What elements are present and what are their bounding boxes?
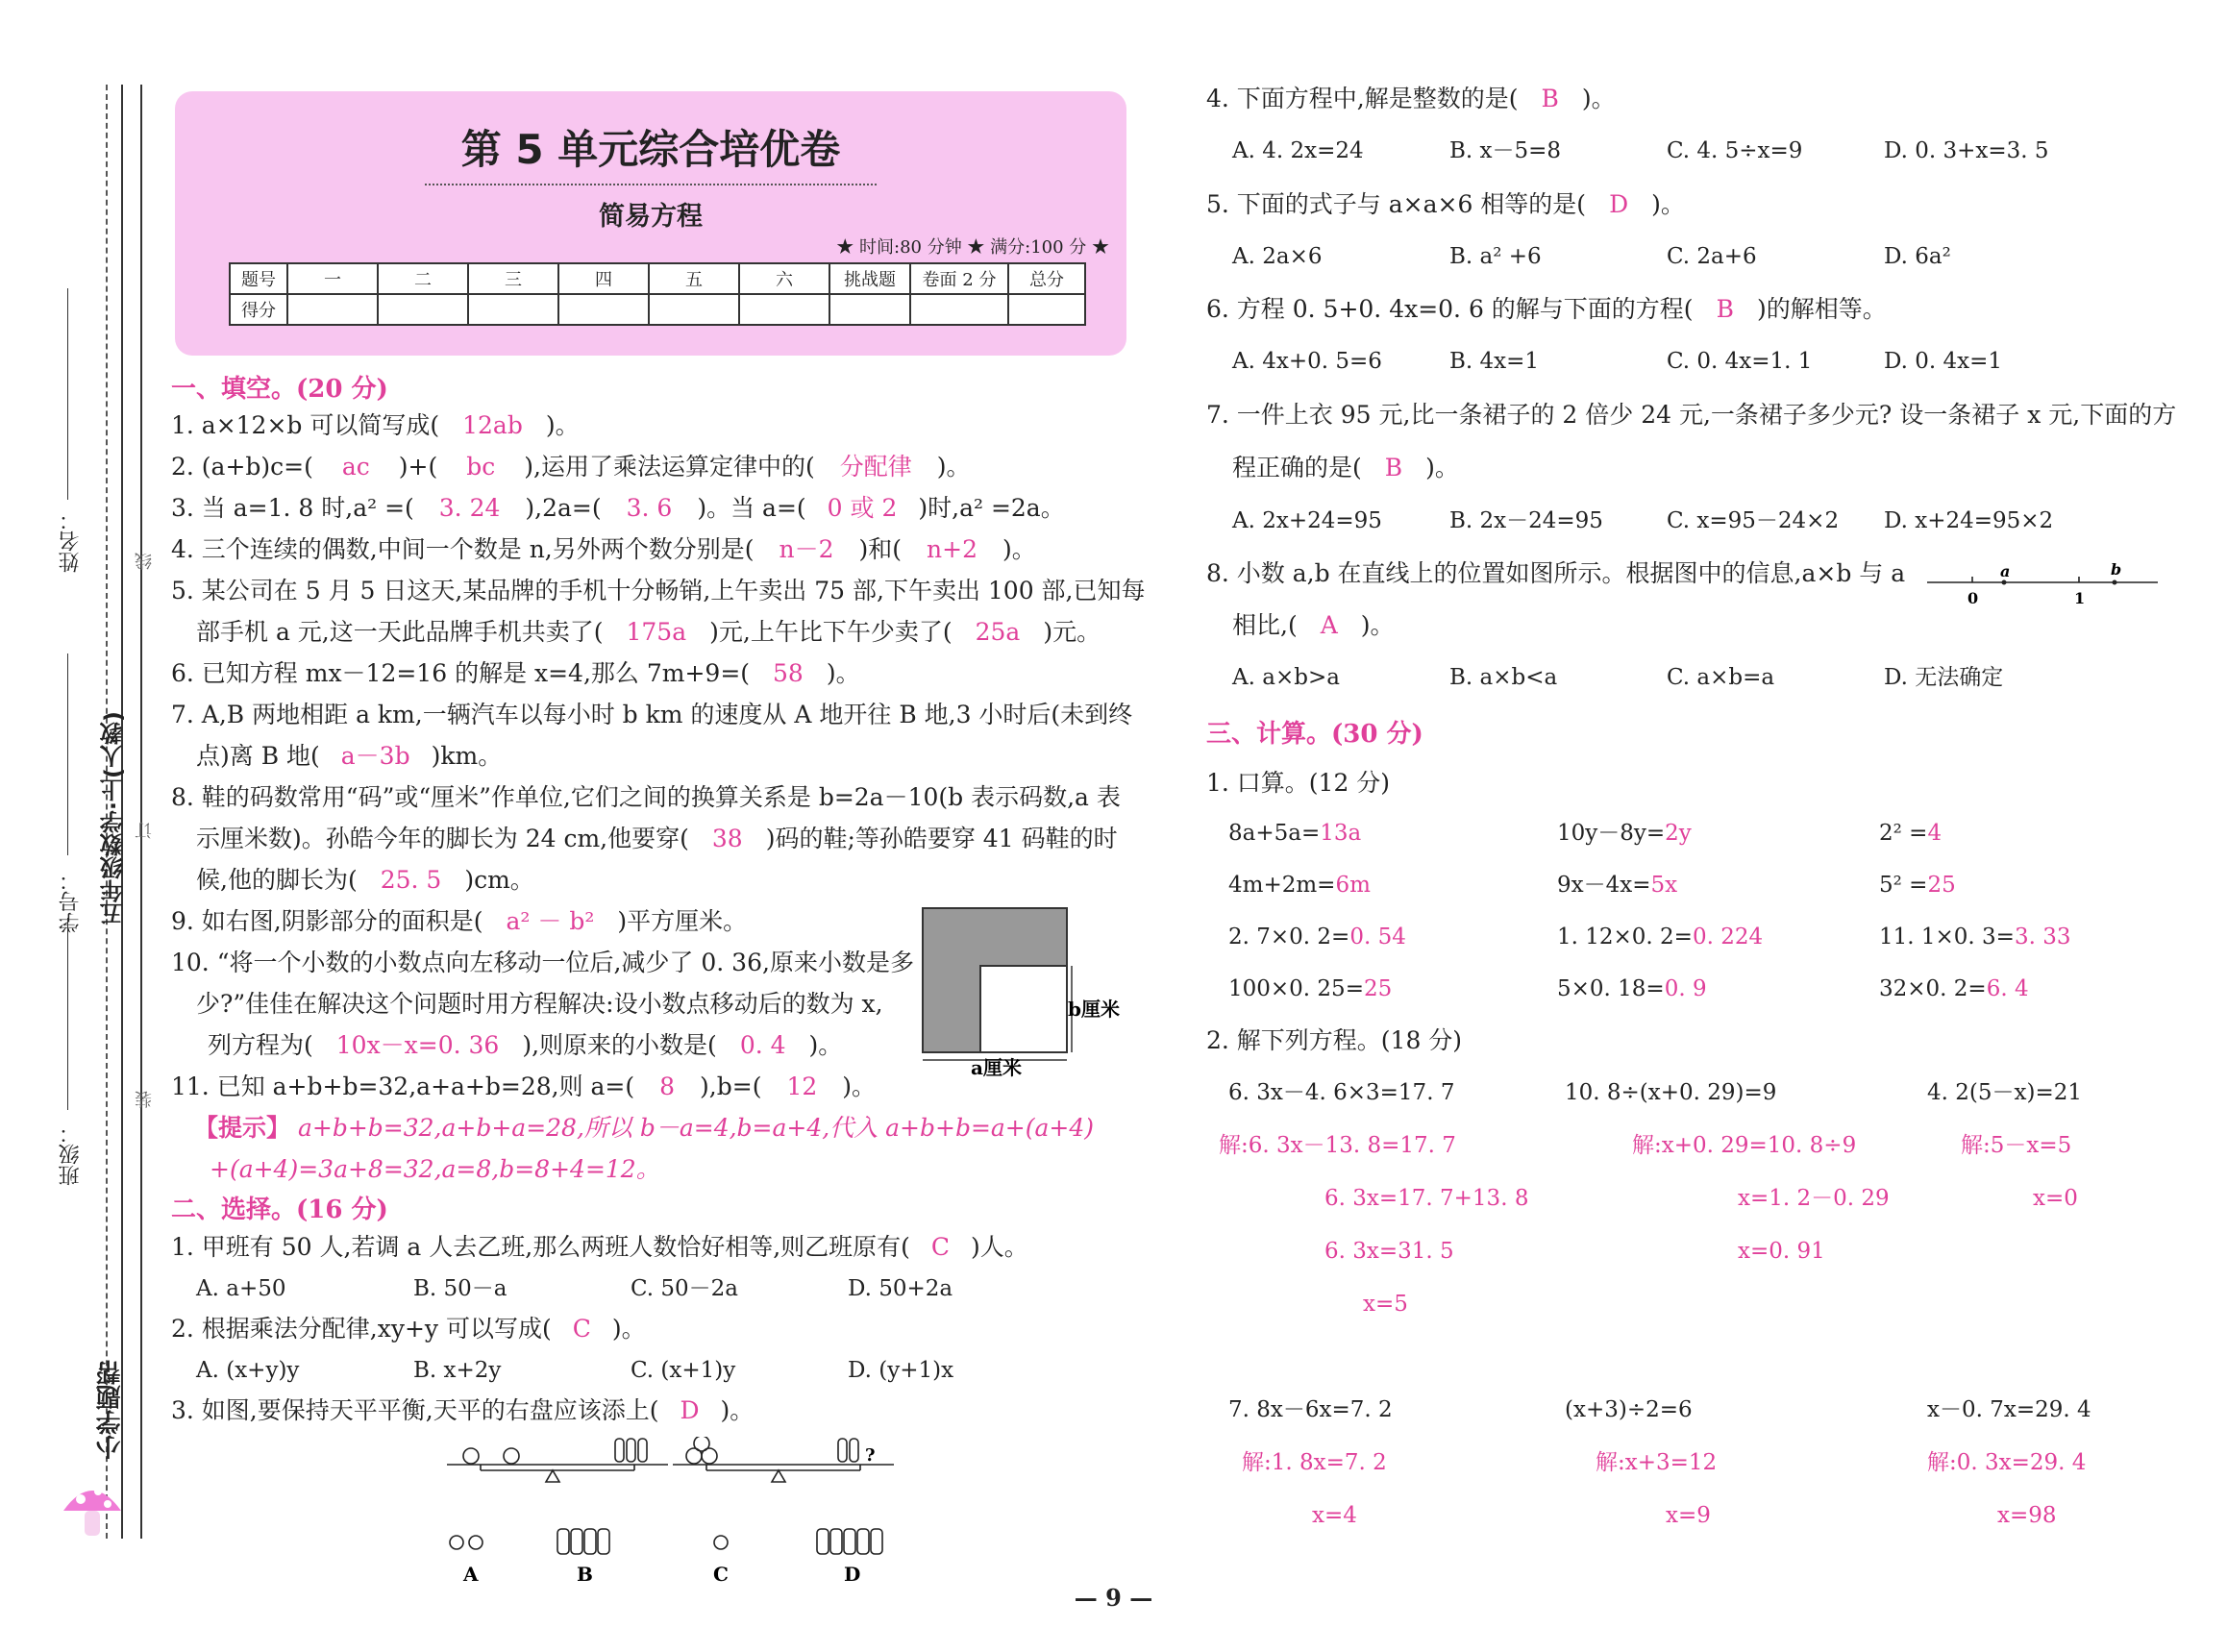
option-label: D — [844, 1563, 861, 1586]
text-fragment: 4m+2m= — [1228, 873, 1336, 898]
axis-label: 1 — [2074, 589, 2086, 607]
text-fragment: )。 — [936, 453, 971, 481]
mc-option: A. 4. 2x=24 — [1232, 138, 1364, 163]
mc-option: D. 50+2a — [848, 1276, 953, 1301]
score-cell: 挑战题 — [829, 263, 910, 294]
axis-label: b — [2111, 560, 2122, 579]
text-fragment: 4. 三个连续的偶数,中间一个数是 n,另外两个数分别是( — [171, 535, 755, 563]
page-title: 第 5 单元综合培优卷 — [460, 126, 841, 173]
text-fragment: 6m — [1335, 873, 1371, 898]
score-table — [229, 262, 1086, 326]
score-cell: 总分 — [1008, 263, 1085, 294]
answer: B — [1716, 295, 1734, 323]
text-fragment: 1. 12×0. 2= — [1557, 925, 1693, 949]
answer: 0. 4 — [739, 1031, 786, 1059]
mc-option: D. 0. 4x=1 — [1884, 349, 2003, 374]
answer: 8 — [659, 1073, 676, 1100]
mc-question-7-line2 — [1232, 452, 1459, 484]
question-10-line3 — [208, 1029, 842, 1062]
exam-meta: ★ 时间:80 分钟 ★ 满分:100 分 ★ — [836, 237, 1109, 258]
answer: D — [680, 1396, 700, 1424]
oral-item — [1879, 819, 1942, 848]
option-label: C — [713, 1563, 729, 1586]
text-fragment: 列方程为( — [208, 1031, 313, 1059]
question-mark: ? — [865, 1445, 876, 1466]
section-heading: 三、计算。(30 分) — [1206, 720, 1423, 749]
text-fragment: )的解相等。 — [1756, 295, 1887, 323]
oral-item — [1228, 871, 1371, 900]
answer: 58 — [773, 659, 804, 687]
text-fragment: 3. 如图,要保持天平平衡,天平的右盘应该添上( — [171, 1396, 659, 1424]
mc-option: A. a+50 — [196, 1276, 286, 1301]
text-fragment: )。 — [720, 1396, 755, 1424]
balance-scale-figure — [442, 1437, 923, 1590]
oral-item — [1228, 974, 1392, 1003]
text-fragment: ),2a=( — [525, 494, 602, 522]
question-5-line2 — [196, 616, 1101, 649]
mc-option: C. 4. 5÷x=9 — [1667, 138, 1803, 163]
text-fragment: )元,上午比下午少卖了( — [709, 618, 953, 646]
answer: n－2 — [779, 535, 834, 563]
solution-step: 解:0. 3x=29. 4 — [1927, 1450, 2087, 1475]
solution-step: 解:x+3=12 — [1596, 1450, 1718, 1475]
text-fragment: )。 — [1360, 611, 1395, 639]
number-line-figure — [1922, 555, 2163, 613]
mc-option: A. (x+y)y — [196, 1358, 300, 1383]
solution-step: 6. 3x=31. 5 — [1324, 1239, 1454, 1264]
mc-option: B. x+2y — [413, 1358, 502, 1383]
question-3 — [171, 492, 1065, 525]
text-fragment: 11. 已知 a+b+b=32,a+a+b=28,则 a=( — [171, 1073, 635, 1100]
mc-option: C. (x+1)y — [631, 1358, 736, 1383]
oral-item — [1228, 819, 1361, 848]
a-cm-label: a厘米 — [971, 1056, 1022, 1079]
answer: 12 — [786, 1073, 818, 1100]
mushroom-logo-icon — [54, 1470, 131, 1547]
mc-option: C. 0. 4x=1. 1 — [1667, 349, 1813, 374]
mc-option: B. 4x=1 — [1449, 349, 1540, 374]
class-blank — [67, 918, 68, 1110]
solution-step: x=4 — [1312, 1503, 1357, 1528]
text-fragment: 2. 7×0. 2= — [1228, 925, 1350, 949]
text-fragment: 9x－4x= — [1557, 873, 1651, 898]
mc-option: C. a×b=a — [1667, 665, 1775, 690]
text-fragment: )时,a² =2a。 — [918, 494, 1065, 522]
text-fragment: 32×0. 2= — [1879, 976, 1987, 1001]
cut-mark-2: 订 — [135, 822, 155, 839]
score-input-cell[interactable] — [378, 294, 468, 325]
answer: 25. 5 — [380, 866, 442, 894]
text-fragment: 程正确的是( — [1232, 454, 1362, 481]
binding-line-solid-2 — [140, 85, 142, 1539]
mc-option: A. a×b>a — [1232, 665, 1340, 690]
equation: x－0. 7x=29. 4 — [1927, 1397, 2091, 1422]
text-fragment: 3. 33 — [2014, 925, 2071, 949]
text-fragment: 9. 如右图,阴影部分的面积是( — [171, 907, 483, 935]
text-fragment: 2² = — [1879, 821, 1928, 846]
mc-question-8-line1: 8. 小数 a,b 在直线上的位置如图所示。根据图中的信息,a×b 与 a — [1206, 559, 1906, 587]
text-fragment: )。当 a=( — [697, 494, 806, 522]
mc-option: C. 2a+6 — [1667, 244, 1757, 269]
text-fragment: )。 — [611, 1315, 646, 1343]
text-fragment: 点)离 B 地( — [196, 742, 320, 770]
text-fragment: )cm。 — [464, 866, 534, 894]
score-input-cell[interactable] — [739, 294, 829, 325]
mc-option: D. (y+1)x — [848, 1358, 954, 1383]
hint-line1 — [194, 1112, 1094, 1145]
answer: C — [930, 1233, 951, 1261]
score-input-cell[interactable] — [829, 294, 910, 325]
score-cell: 四 — [558, 263, 649, 294]
text-fragment: 相比,( — [1232, 611, 1298, 639]
title-rule — [425, 184, 877, 185]
question-7-line2 — [196, 740, 502, 773]
answer: 175a — [626, 618, 687, 646]
score-input-cell[interactable] — [649, 294, 739, 325]
text-fragment: 5² = — [1879, 873, 1928, 898]
mc-option: B. x－5=8 — [1449, 138, 1562, 163]
text-fragment: 5. 下面的式子与 a×a×6 相等的是( — [1206, 190, 1587, 218]
b-cm-label: b厘米 — [1068, 998, 1120, 1021]
score-cell: 五 — [649, 263, 739, 294]
text-fragment: 5×0. 18= — [1557, 976, 1665, 1001]
text-fragment: a+b+b=32,a+b+a=28,所以 b－a=4,b=a+4,代入 a+b+b=a+(a+4) — [297, 1114, 1095, 1142]
section-heading: 二、选择。(16 分) — [171, 1196, 388, 1224]
oral-calc-title: 1. 口算。(12 分) — [1206, 769, 1391, 797]
text-fragment: 1. a×12×b 可以简写成( — [171, 411, 440, 439]
text-fragment: 0. 9 — [1664, 976, 1707, 1001]
page-subtitle: 简易方程 — [599, 202, 703, 232]
mc-option: B. a² +6 — [1449, 244, 1542, 269]
section-heading: 一、填空。(20 分) — [171, 375, 388, 404]
oral-item — [1557, 819, 1692, 848]
mc-question-3 — [171, 1394, 754, 1427]
mc-option: D. 6a² — [1884, 244, 1951, 269]
mc-option: D. 0. 3+x=3. 5 — [1884, 138, 2049, 163]
text-fragment: 部手机 a 元,这一天此品牌手机共卖了( — [196, 618, 604, 646]
text-fragment: 4. 下面方程中,解是整数的是( — [1206, 85, 1519, 112]
solution-step: x=1. 2－0. 29 — [1738, 1186, 1890, 1211]
question-8-line1: 8. 鞋的码数常用“码”或“厘米”作单位,它们之间的换算关系是 b=2a－10(b 表示码数,a 表 — [171, 783, 1121, 811]
page-number: — 9 — — [1074, 1584, 1153, 1612]
axis-label: a — [2000, 562, 2011, 580]
question-8-line3 — [196, 864, 534, 897]
mc-option: C. x=95－24×2 — [1667, 508, 1840, 533]
text-fragment: )。 — [545, 411, 580, 439]
brand-label: 小学题帮 — [96, 1360, 125, 1460]
student-id-blank — [67, 653, 68, 855]
text-fragment: )。 — [808, 1031, 843, 1059]
text-fragment: 6. 已知方程 mx－12=16 的解是 x=4,那么 7m+9=( — [171, 659, 751, 687]
solution-step: x=98 — [1997, 1503, 2057, 1528]
option-label: B — [577, 1563, 593, 1586]
solution-step: x=5 — [1363, 1292, 1408, 1317]
score-cell: 二 — [378, 263, 468, 294]
mc-question-5 — [1206, 188, 1685, 221]
text-fragment: ),运用了乘法运算定律中的( — [524, 453, 815, 481]
text-fragment: 2. (a+b)c=( — [171, 453, 313, 481]
header-box — [175, 91, 1126, 356]
axis-label: 0 — [1967, 589, 1979, 607]
text-fragment: )。 — [842, 1073, 877, 1100]
oral-item — [1879, 871, 1956, 900]
text-fragment: )。 — [1651, 190, 1685, 218]
mc-question-7-line1: 7. 一件上衣 95 元,比一条裙子的 2 倍少 24 元,一条裙子多少元? 设一条裙子 x 元,下面的方 — [1206, 401, 2177, 429]
book-label: 五年级数学·上(人教) — [100, 711, 127, 926]
mc-option: A. 2x+24=95 — [1232, 508, 1382, 533]
answer: 3. 24 — [438, 494, 501, 522]
text-fragment: 11. 1×0. 3= — [1879, 925, 2015, 949]
text-fragment: 100×0. 25= — [1228, 976, 1364, 1001]
solution-step: x=0. 91 — [1738, 1239, 1825, 1264]
question-2 — [171, 451, 971, 483]
cut-mark-1: 线 — [135, 553, 155, 570]
score-table-score-row — [230, 294, 1085, 325]
mc-question-8-line2 — [1232, 609, 1395, 642]
question-6 — [171, 657, 860, 690]
answer: 0 或 2 — [827, 494, 898, 522]
oral-item — [1557, 923, 1763, 951]
score-cell: 一 — [287, 263, 378, 294]
text-fragment: )和( — [858, 535, 903, 563]
question-7-line1: 7. A,B 两地相距 a km,一辆汽车以每小时 b km 的速度从 A 地开往 B 地,3 小时后(未到终 — [171, 701, 1133, 728]
text-fragment: 候,他的脚长为( — [196, 866, 358, 894]
answer: ac — [341, 453, 370, 481]
question-5-line1: 5. 某公司在 5 月 5 日这天,某品牌的手机十分畅销,上午卖出 75 部,下午卖出 100 部,已知每 — [171, 577, 1146, 604]
question-11 — [171, 1071, 876, 1103]
solution-step: 解:6. 3x－13. 8=17. 7 — [1219, 1133, 1456, 1158]
answer: a² － b² — [506, 907, 595, 935]
mc-option: B. 50－a — [413, 1276, 507, 1301]
class-label: 班级： — [59, 1122, 83, 1186]
mc-option: B. 2x－24=95 — [1449, 508, 1603, 533]
equation: 6. 3x－4. 6×3=17. 7 — [1228, 1080, 1455, 1105]
question-4 — [171, 533, 1036, 566]
score-input-cell[interactable] — [1008, 294, 1085, 325]
text-fragment: )。 — [1002, 535, 1036, 563]
name-blank — [67, 288, 68, 500]
oral-item — [1557, 871, 1677, 900]
score-table-header-row — [230, 263, 1085, 294]
text-fragment: 8a+5a= — [1228, 821, 1321, 846]
question-1 — [171, 409, 580, 442]
mc-option: D. x+24=95×2 — [1884, 508, 2054, 533]
text-fragment: 示厘米数)。孙皓今年的脚长为 24 cm,他要穿( — [196, 825, 689, 852]
hint-line2: +(a+4)=3a+8=32,a=8,b=8+4=12。 — [210, 1155, 660, 1183]
solution-step: x=9 — [1666, 1503, 1711, 1528]
answer: 分配律 — [839, 453, 912, 481]
text-fragment: 4 — [1927, 821, 1942, 846]
text-fragment: 6. 方程 0. 5+0. 4x=0. 6 的解与下面的方程( — [1206, 295, 1694, 323]
text-fragment: 0. 54 — [1349, 925, 1406, 949]
text-fragment: 25 — [1363, 976, 1393, 1001]
oral-item — [1228, 923, 1406, 951]
mc-question-2 — [171, 1313, 646, 1345]
score-cell: 得分 — [230, 294, 287, 325]
mc-option: A. 2a×6 — [1232, 244, 1323, 269]
hint-label: 【提示】 — [194, 1114, 291, 1142]
text-fragment: )km。 — [431, 742, 503, 770]
equation: 7. 8x－6x=7. 2 — [1228, 1397, 1393, 1422]
solution-step: 6. 3x=17. 7+13. 8 — [1324, 1186, 1529, 1211]
text-fragment: )。 — [826, 659, 860, 687]
score-cell: 卷面 2 分 — [910, 263, 1008, 294]
text-fragment: )+( — [398, 453, 438, 481]
answer: A — [1320, 611, 1338, 639]
answer: n+2 — [927, 535, 977, 563]
solution-step: x=0 — [2033, 1186, 2078, 1211]
equation: (x+3)÷2=6 — [1565, 1397, 1693, 1422]
text-fragment: )元。 — [1043, 618, 1101, 646]
oral-item — [1879, 974, 2029, 1003]
answer: B — [1541, 85, 1559, 112]
solution-step: 解:5－x=5 — [1961, 1133, 2072, 1158]
answer: D — [1609, 190, 1629, 218]
question-8-line2 — [196, 823, 1118, 855]
shaded-square-figure — [918, 903, 1129, 1081]
mc-option: B. a×b<a — [1449, 665, 1558, 690]
answer: 25a — [975, 618, 1021, 646]
score-cell: 三 — [468, 263, 558, 294]
mc-option: A. 4x+0. 5=6 — [1232, 349, 1382, 374]
text-fragment: )。 — [1581, 85, 1616, 112]
text-fragment: 5x — [1650, 873, 1678, 898]
answer: bc — [466, 453, 496, 481]
text-fragment: )。 — [1425, 454, 1459, 481]
solution-step: 解:x+0. 29=10. 8÷9 — [1632, 1133, 1857, 1158]
answer: C — [572, 1315, 591, 1343]
answer: 12ab — [462, 411, 523, 439]
text-fragment: 0. 224 — [1692, 925, 1764, 949]
oral-item — [1879, 923, 2071, 951]
text-fragment: 1. 甲班有 50 人,若调 a 人去乙班,那么两班人数恰好相等,则乙班原有( — [171, 1233, 910, 1261]
question-10-line1: 10. “将一个小数的小数点向左移动一位后,减少了 0. 36,原来小数是多 — [171, 949, 914, 976]
text-fragment: 10y－8y= — [1557, 821, 1666, 846]
question-9 — [171, 905, 747, 938]
text-fragment: )平方厘米。 — [617, 907, 748, 935]
score-input-cell[interactable] — [910, 294, 1008, 325]
question-10-line2: 少?”佳佳在解决这个问题时用方程解决:设小数点移动后的数为 x, — [196, 990, 883, 1018]
mc-option: D. 无法确定 — [1884, 665, 2004, 690]
answer: 10x－x=0. 36 — [335, 1031, 500, 1059]
equation: 10. 8÷(x+0. 29)=9 — [1565, 1080, 1777, 1105]
text-fragment: ),则原来的小数是( — [522, 1031, 717, 1059]
text-fragment: ),b=( — [700, 1073, 762, 1100]
answer: B — [1384, 454, 1403, 481]
score-input-cell[interactable] — [287, 294, 378, 325]
answer: 3. 6 — [626, 494, 673, 522]
text-fragment: 6. 4 — [1986, 976, 2029, 1001]
answer: 38 — [711, 825, 743, 852]
score-cell: 题号 — [230, 263, 287, 294]
score-input-cell[interactable] — [468, 294, 558, 325]
text-fragment: 13a — [1320, 821, 1362, 846]
oral-item — [1557, 974, 1707, 1003]
text-fragment: )码的鞋;等孙皓要穿 41 码鞋的时 — [765, 825, 1118, 852]
cut-mark-3: 装 — [135, 1091, 155, 1108]
text-fragment: 2. 根据乘法分配律,xy+y 可以写成( — [171, 1315, 552, 1343]
solution-step: 解:1. 8x=7. 2 — [1242, 1450, 1387, 1475]
name-label: 姓名： — [59, 509, 83, 573]
small-square — [980, 966, 1067, 1052]
answer: a－3b — [340, 742, 410, 770]
equation-title: 2. 解下列方程。(18 分) — [1206, 1026, 1463, 1054]
text-fragment: 3. 当 a=1. 8 时,a² =( — [171, 494, 414, 522]
mc-question-4 — [1206, 83, 1616, 115]
equation: 4. 2(5－x)=21 — [1927, 1080, 2082, 1105]
score-input-cell[interactable] — [558, 294, 649, 325]
student-id-label: 学号： — [59, 870, 83, 933]
mc-question-1 — [171, 1231, 1028, 1264]
text-fragment: 2y — [1665, 821, 1692, 846]
text-fragment: 25 — [1927, 873, 1956, 898]
mc-question-6 — [1206, 293, 1887, 326]
option-label: A — [463, 1563, 479, 1586]
mc-option: C. 50－2a — [631, 1276, 739, 1301]
score-cell: 六 — [739, 263, 829, 294]
text-fragment: )人。 — [971, 1233, 1028, 1261]
